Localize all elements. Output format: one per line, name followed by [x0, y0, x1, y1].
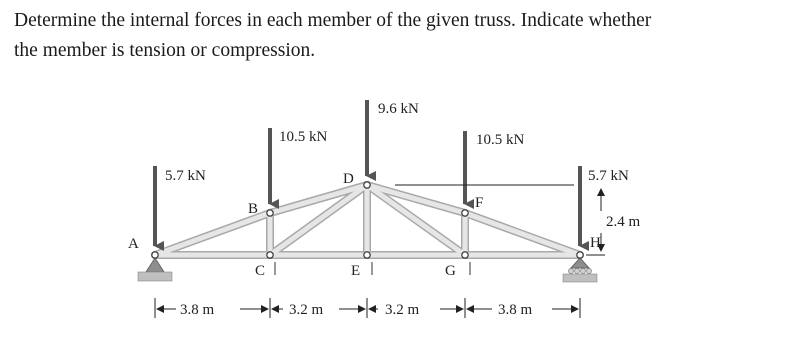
node-label-f: F: [475, 195, 484, 211]
span-label-2: 3.2 m: [289, 302, 324, 318]
span-label-1: 3.8 m: [180, 302, 215, 318]
load-label-a: 5.7 kN: [165, 168, 206, 184]
load-label-d: 9.6 kN: [378, 101, 419, 117]
problem-line-1: Determine the internal forces in each member of the given truss. Indicate whether: [14, 10, 652, 31]
node-label-d: D: [343, 171, 354, 187]
joint-g: [462, 252, 468, 258]
height-dimension: [395, 185, 605, 255]
joint-h: [577, 252, 583, 258]
node-label-a: A: [128, 236, 139, 252]
load-label-h: 5.7 kN: [588, 168, 629, 184]
node-label-e: E: [351, 263, 361, 279]
joint-a: [152, 252, 158, 258]
joint-f: [462, 210, 468, 216]
joint-c: [267, 252, 273, 258]
node-label-c: C: [255, 263, 266, 279]
node-label-g: G: [445, 263, 456, 279]
joint-d: [364, 182, 370, 188]
joint-b: [267, 210, 273, 216]
problem-line-2: the member is tension or compression.: [14, 40, 316, 61]
height-label: 2.4 m: [606, 214, 641, 230]
truss-members: [155, 185, 580, 255]
load-label-b: 10.5 kN: [279, 129, 328, 145]
node-label-b: B: [248, 201, 259, 217]
pin-support-icon: [138, 258, 172, 281]
roller-support-icon: [563, 258, 597, 282]
joint-ticks: [275, 262, 470, 275]
load-label-f: 10.5 kN: [476, 132, 525, 148]
span-label-4: 3.8 m: [498, 302, 533, 318]
node-label-h: H: [590, 235, 601, 251]
span-label-3: 3.2 m: [385, 302, 420, 318]
joint-e: [364, 252, 370, 258]
